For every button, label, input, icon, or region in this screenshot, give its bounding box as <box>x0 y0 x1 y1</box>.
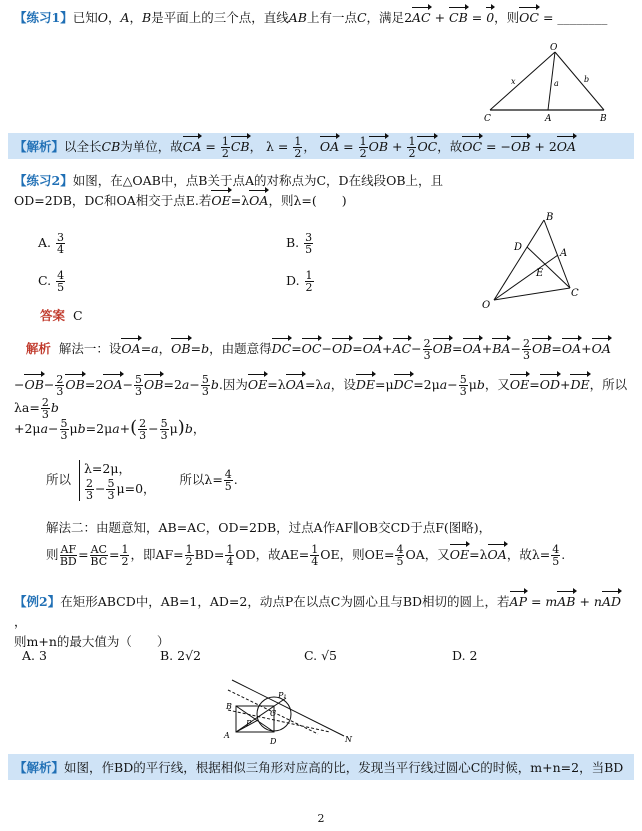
example2-option-d[interactable]: D. 2 <box>452 648 478 663</box>
figure-triangle-oabc <box>478 42 618 124</box>
example2-option-c[interactable]: C. √5 <box>304 648 337 663</box>
svg-text:O: O <box>482 300 491 311</box>
example2-option-a[interactable]: A. 3 <box>22 648 47 663</box>
svg-text:x: x <box>511 77 516 86</box>
option-d[interactable]: D. $\frac{1}{2}$ <box>286 269 313 294</box>
option-c[interactable]: C. $\frac{4}{5}$ <box>38 269 65 294</box>
solution2-line1: 解析 解法一：设OA=a，OB=b，由题意得DC=OC−OD=OA+AC− $\frac{2}{3}$ OB=OA+BA− $\frac{2}{3}$ OB=OA+OA <box>25 337 611 362</box>
svg-text:b: b <box>584 75 590 84</box>
figure-rectangle-circle <box>218 676 358 748</box>
answer-value: C <box>72 308 83 323</box>
example2-question: 【例2】在矩形ABCD中，AB=1，AD=2，动点P在以点C为圆心且与BD相切的圆上，若AP = mAB + nAD， 则m+n的最大值为（ ） <box>14 594 622 649</box>
solution1: 【解析】以全长CB为单位，故CA = $\frac{1}{2}$ CB， λ = $\frac{1}{2}$ ， OA = $\frac{1}{2}$ OB + $\frac{1}{2}$ OC，故OC = −OB + 2OA <box>14 135 577 160</box>
svg-text:P₁: P₁ <box>278 691 287 700</box>
option-b[interactable]: B. $\frac{3}{5}$ <box>286 231 313 256</box>
svg-text:A: A <box>560 248 568 259</box>
svg-text:A: A <box>224 731 230 740</box>
solution2-system: 所以 λ=2μ， $\frac{2}{3}$ − $\frac{5}{3}$ μ=0， 所以λ= $\frac{4}{5}$ . <box>46 461 238 502</box>
svg-text:E: E <box>536 268 544 279</box>
svg-text:D: D <box>514 242 523 253</box>
exercise1-tag: 【练习1】 <box>14 10 73 25</box>
answer-blank: ________ <box>557 10 608 25</box>
svg-text:O: O <box>550 43 558 53</box>
svg-text:B: B <box>546 212 554 223</box>
example2-option-b[interactable]: B. 2√2 <box>160 648 202 663</box>
figure-triangle-oabdce <box>480 210 600 312</box>
answer-line <box>40 306 630 326</box>
svg-text:C: C <box>270 709 277 718</box>
svg-text:C: C <box>571 288 579 299</box>
svg-text:D: D <box>270 737 277 746</box>
svg-text:A: A <box>545 114 552 124</box>
svg-text:P: P <box>246 719 252 728</box>
exercise1-question: 【练习1】已知O，A，B是平面上的三个点，直线AB上有一点C，满足2AC + CB = 0，则OC = ________ <box>14 8 630 28</box>
solution2-line6: 则 $\frac{AF}{BD}$ = $\frac{AC}{BC}$ = $\frac{1}{2}$ ，即AF= $\frac{1}{2}$ BD= $\frac{1}{4}$ OD，故AE= $\frac{1}{4}$ OE，则OE= $\frac{4}{5}$ OA，又OE=λOA，故λ= $\frac{4}{5}$ . <box>46 543 566 568</box>
solution2-line2: −OB− $\frac{2}{3}$ OB=2OA− $\frac{5}{3}$ OB=2a− $\frac{5}{3}$ b.因为OE=λOA=λa，设DE=μDC=2μa− $\frac{5}{3}$ μb，又OE=OD+DE，所以λa= $\frac{2}{3}$ b <box>14 373 628 421</box>
page-number: 2 <box>317 812 325 825</box>
solution2-method2: 解法二：由题意知，AB=AC，OD=2DB，过点A作AF∥OB交CD于点F(图略)， <box>46 520 492 535</box>
svg-text:B: B <box>600 114 607 124</box>
svg-text:a: a <box>554 79 559 88</box>
svg-text:N: N <box>345 735 352 744</box>
exercise2-question: 【练习2】如图，在△OAB中，点B关于点A的对称点为C，D在线段OB上，且OD=2DB，DC和OA相交于点E.若OE=λOA，则λ=( ) <box>14 171 502 211</box>
svg-text:B: B <box>226 702 232 711</box>
solution2-line3: +2μa− $\frac{5}{3}$ μb=2μa+( $\frac{2}{3}$ − $\frac{5}{3}$ μ)b， <box>14 417 206 442</box>
solution3: 【解析】如图，作BD的平行线，根据相似三角形对应高的比，发现当平行线过圆心C的时候，m+n=2，当BD <box>14 760 624 775</box>
option-a[interactable]: A. $\frac{3}{4}$ <box>38 231 64 256</box>
svg-text:C: C <box>484 114 491 124</box>
answer-label: 答案 <box>40 308 66 323</box>
